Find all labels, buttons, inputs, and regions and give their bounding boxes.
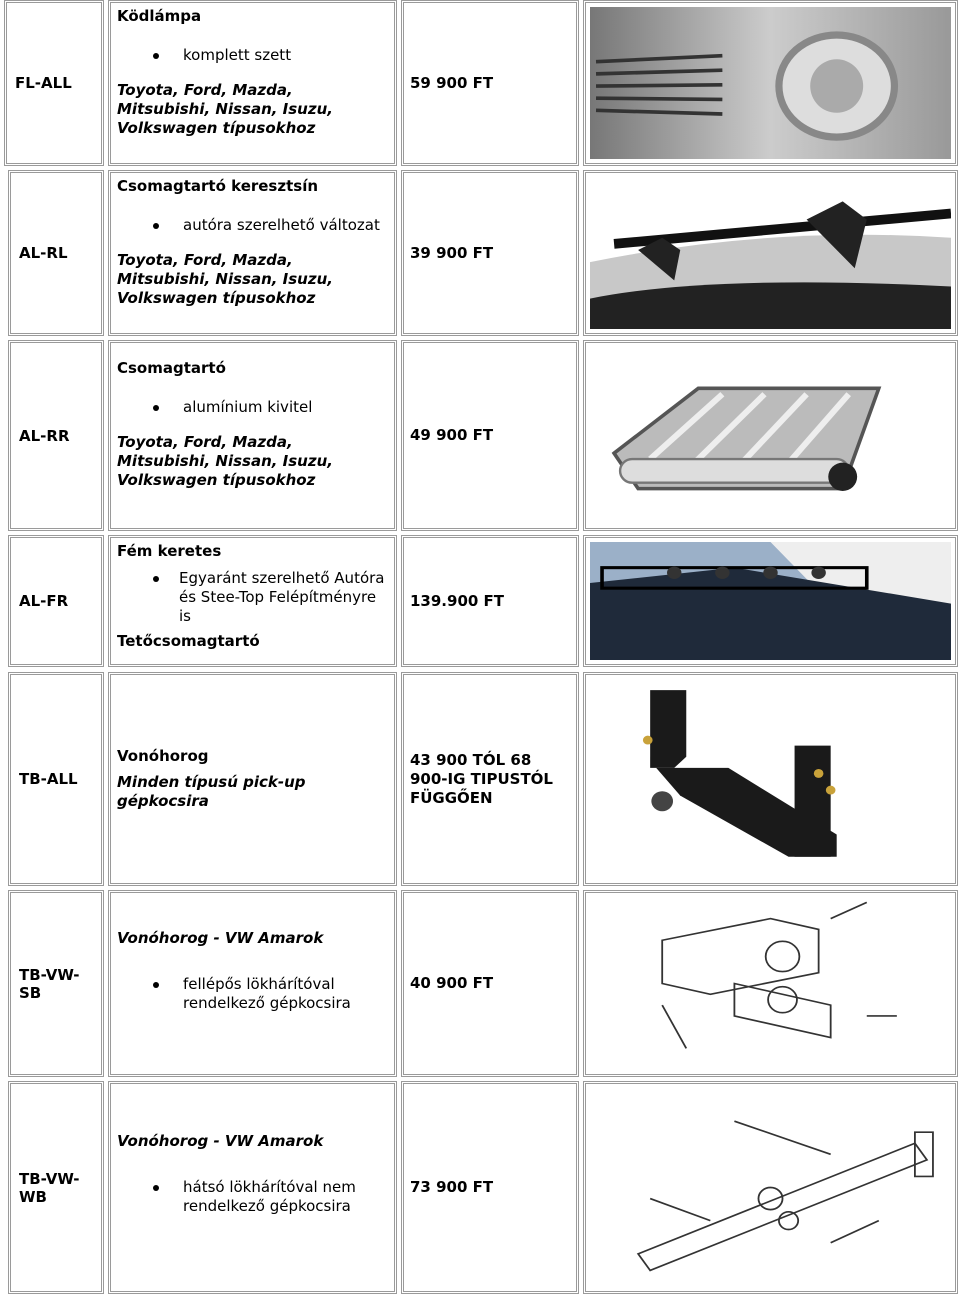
tow-bar-photo (583, 672, 958, 886)
product-title: Fém keretes (117, 542, 222, 560)
product-code (8, 890, 104, 1077)
tow-bar-diagram (583, 1081, 958, 1294)
product-title: Vonóhorog (117, 747, 209, 765)
product-description (108, 340, 397, 531)
product-price (401, 340, 579, 531)
product-code (4, 0, 104, 166)
product-description (108, 535, 397, 667)
product-code (8, 340, 104, 531)
roof-rack-photo (583, 340, 958, 531)
roof-basket-photo (583, 535, 958, 667)
product-price (401, 535, 579, 667)
product-description (108, 1081, 397, 1294)
product-price (401, 672, 579, 886)
feature-bullet: fellépős lökhárítóval rendelkező gépkocsira (117, 975, 388, 1013)
product-description (108, 672, 397, 886)
product-title: Ködlámpa (117, 7, 202, 25)
code-text: AL-FR (19, 592, 69, 610)
product-price (401, 1081, 579, 1294)
product-description (108, 0, 397, 166)
product-title: Vonóhorog - VW Amarok (117, 1132, 324, 1150)
price-text: 49 900 FT (410, 426, 494, 444)
price-text: 43 900 TÓL 68 900-IG TIPUSTÓL FÜGGŐEN (410, 750, 553, 807)
product-code (8, 672, 104, 886)
price-text: 40 900 FT (410, 974, 494, 992)
price-text: 59 900 FT (410, 73, 494, 92)
product-description (108, 170, 397, 336)
compatibility-note: Toyota, Ford, Mazda, Mitsubishi, Nissan, Isuzu, Volkswagen típusokhoz (117, 433, 333, 489)
code-text: AL-RL (19, 244, 68, 262)
compatibility-note: Toyota, Ford, Mazda, Mitsubishi, Nissan, Isuzu, Volkswagen típusokhoz (117, 251, 333, 307)
product-code (8, 1081, 104, 1294)
product-code (8, 170, 104, 336)
compatibility-note: Minden típusú pick-up gépkocsira (117, 773, 306, 810)
code-text: TB-VW-WB (19, 1169, 80, 1206)
product-description (108, 890, 397, 1077)
code-text: TB-VW-SB (19, 965, 80, 1002)
price-text: 73 900 FT (410, 1178, 494, 1196)
product-subtitle: Tetőcsomagtartó (117, 632, 260, 650)
product-price (401, 170, 579, 336)
code-text: TB-ALL (19, 770, 78, 788)
product-title: Csomagtartó keresztsín (117, 177, 319, 195)
price-text: 39 900 FT (410, 243, 494, 262)
product-price (401, 0, 579, 166)
fog-lamp-photo (583, 0, 958, 166)
product-title: Vonóhorog - VW Amarok (117, 929, 324, 947)
code-text: AL-RR (19, 426, 70, 445)
feature-bullet: alumínium kivitel (117, 398, 388, 417)
price-text: 139.900 FT (410, 591, 505, 610)
roof-rail-photo (583, 170, 958, 336)
feature-bullet: komplett szett (117, 46, 388, 65)
feature-bullet: hátsó lökhárítóval nem rendelkező gépkocsira (117, 1178, 388, 1216)
feature-bullet: Egyaránt szerelhető Autóra és Stee-Top Felépítményre is (117, 569, 388, 626)
compatibility-note: Toyota, Ford, Mazda, Mitsubishi, Nissan, Isuzu, Volkswagen típusokhoz (117, 81, 333, 137)
tow-bar-diagram (583, 890, 958, 1077)
feature-bullet: autóra szerelhető változat (117, 216, 388, 235)
product-price (401, 890, 579, 1077)
code-text: FL-ALL (15, 74, 72, 92)
product-code (8, 535, 104, 667)
product-title: Csomagtartó (117, 359, 226, 377)
